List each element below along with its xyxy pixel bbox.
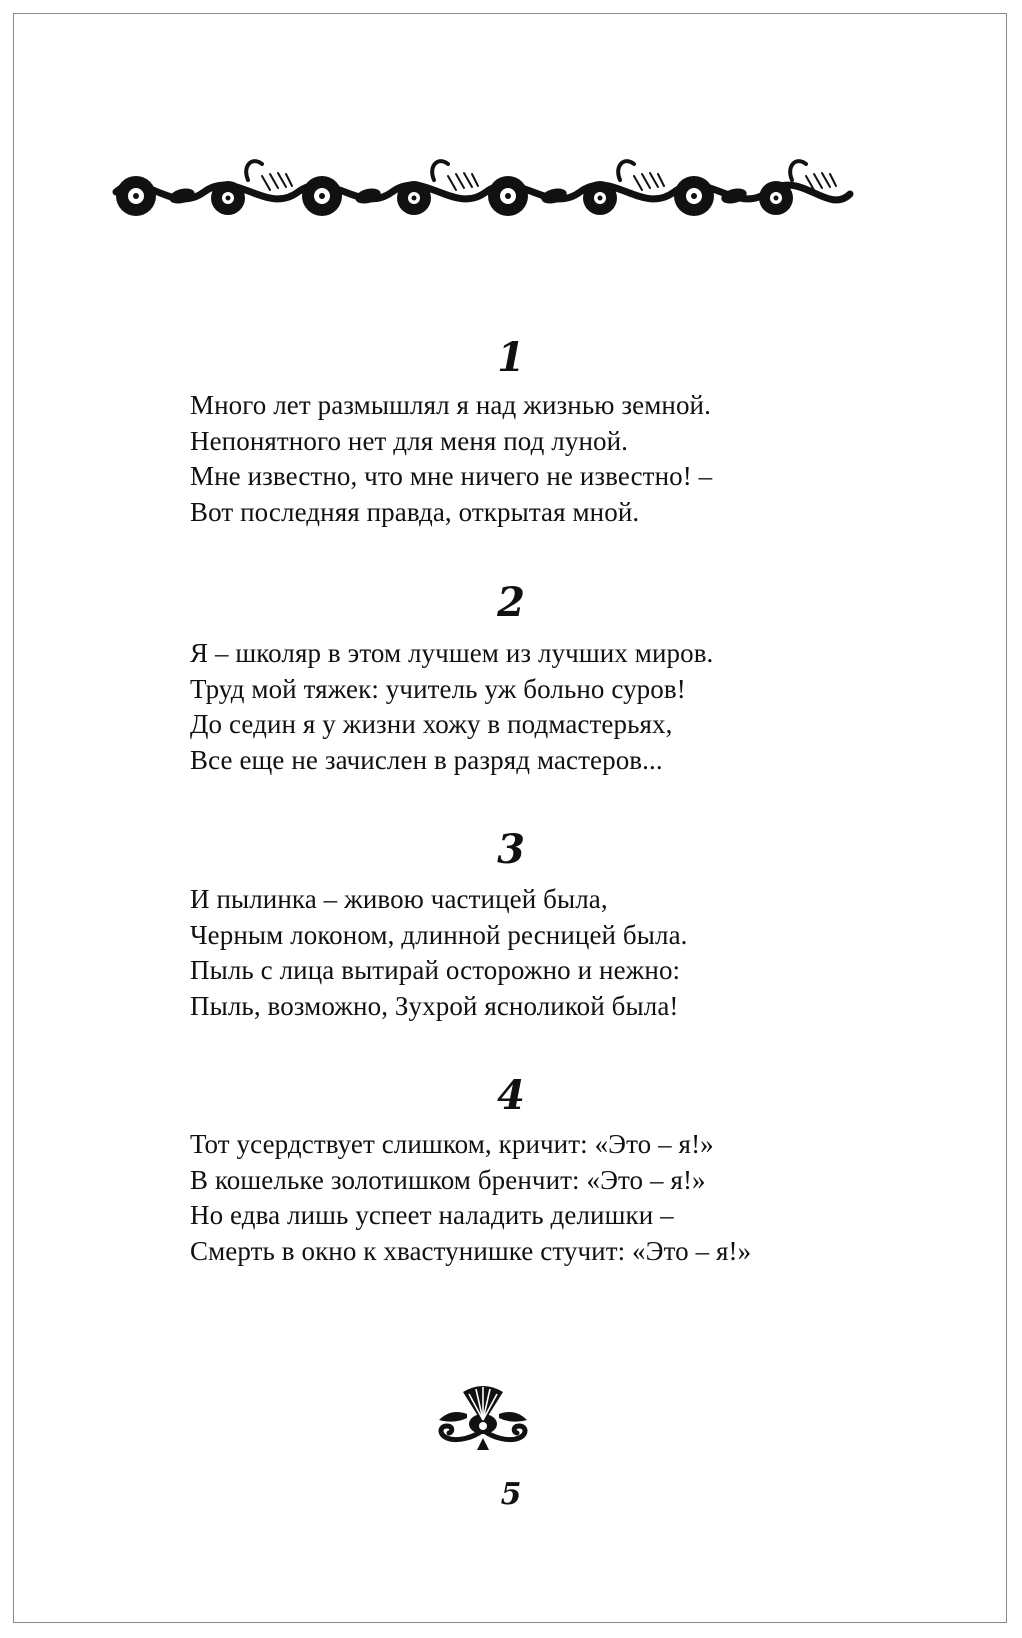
verse-line: И пылинка – живою частицей была, [190, 884, 608, 914]
palmette-ornament-icon [433, 1380, 533, 1452]
verse-line: Непонятного нет для меня под луной. [190, 425, 629, 456]
verse-line: Вот последняя правда, открытая мной. [190, 496, 640, 527]
verse-line: Тот усердствует слишком, кричит: «Это – я!» [190, 1129, 714, 1159]
page-number: 5 [500, 1477, 522, 1512]
stanza-4 [190, 1127, 910, 1269]
verse-line: Труд мой тяжек: учитель уж больно суров! [190, 673, 686, 704]
verse-line: Мне известно, что мне ничего не известно! – [190, 461, 713, 491]
vine-scroll-border-icon [112, 158, 854, 230]
verse-line: Много лет размышлял я над жизнью земной. [190, 390, 711, 420]
verse-line: Я – школяр в этом лучшем из лучших миров. [190, 638, 714, 668]
verse-line: В кошельке золотишком бренчит: «Это – я!» [190, 1164, 706, 1195]
verse-line: Черным локоном, длинной ресницей была. [190, 919, 688, 950]
stanza-2 [190, 636, 910, 778]
stanza-3 [190, 882, 910, 1024]
verse-line: До седин я у жизни хожу в подмастерьях, [190, 709, 673, 739]
stanza-number-2: 2 [497, 579, 525, 626]
verse-line: Смерть в окно к хвастунишке стучит: «Это – я!» [190, 1235, 752, 1266]
verse-line: Все еще не зачислен в разряд мастеров... [190, 744, 663, 775]
stanza-number-1: 1 [497, 334, 525, 381]
verse-line: Но едва лишь успеет наладить делишки – [190, 1200, 674, 1230]
stanza-number-4: 4 [497, 1072, 525, 1119]
stanza-number-3: 3 [497, 826, 525, 873]
stanza-1 [190, 388, 910, 530]
verse-line: Пыль, возможно, Зухрой ясноликой была! [190, 990, 679, 1021]
verse-line: Пыль с лица вытирай осторожно и нежно: [190, 955, 681, 985]
